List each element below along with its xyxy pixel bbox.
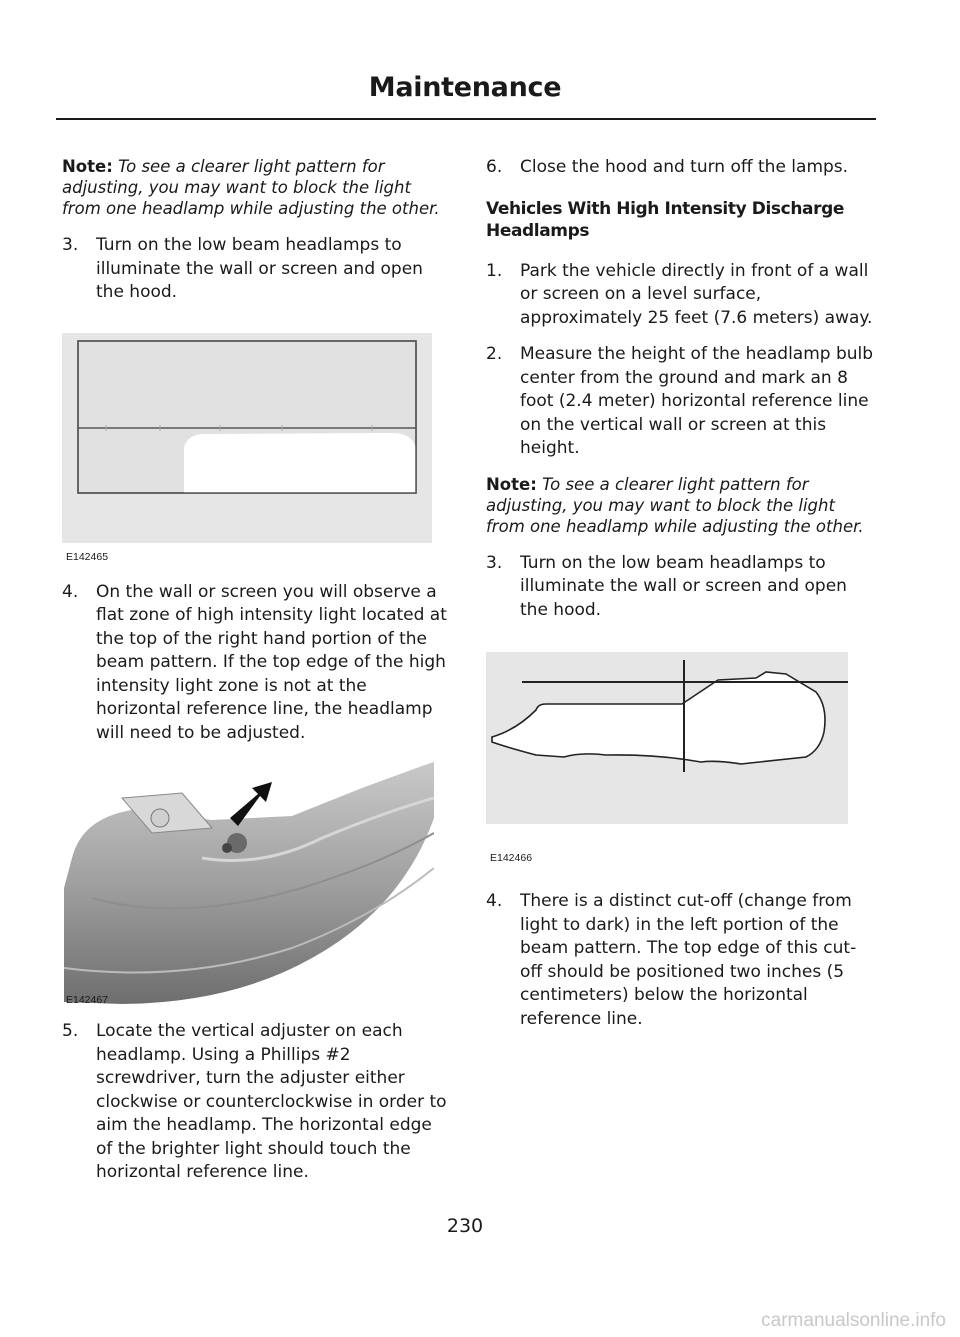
step-number: 3. (62, 235, 79, 255)
figure-beam-pattern-hid (486, 652, 876, 890)
hid-beam-pattern-illustration (486, 652, 848, 824)
headlamp-illustration (62, 758, 434, 1006)
watermark: carmanualsonline.info (761, 1310, 946, 1331)
step-text: Locate the vertical adjuster on each headlamp. Using a Phillips #2 screwdriver, turn the adjuster either clockwise or counterclockwise in order to aim the headlamp. The horizontal edge of the brighter light should touch the horizontal reference line. (96, 1021, 447, 1182)
note-text: To see a clearer light pattern for adjusting, you may want to block the light from one headlamp while adjusting the other. (486, 474, 864, 536)
step-text: Turn on the low beam headlamps to illuminate the wall or screen and open the hood. (96, 235, 423, 302)
step-number: 4. (486, 891, 503, 911)
right-column (486, 156, 876, 1044)
note-paragraph (486, 474, 876, 537)
step-item (486, 156, 876, 180)
note-paragraph (62, 156, 450, 219)
page-title: Maintenance (368, 72, 562, 103)
step-item (62, 581, 450, 746)
step-item (486, 343, 876, 461)
step-text: Measure the height of the headlamp bulb center from the ground and mark an 8 foot (2.4 meter) horizontal reference line on the vertical wall or screen at this height. (520, 344, 874, 458)
figure-headlamp-adjuster (62, 758, 450, 1020)
step-item (62, 1020, 450, 1185)
step-number: 2. (486, 344, 503, 364)
step-item (486, 890, 876, 1031)
step-text: Close the hood and turn off the lamps. (520, 157, 849, 177)
note-text: To see a clearer light pattern for adjusting, you may want to block the light from one headlamp while adjusting the other. (62, 157, 440, 218)
figure-code: E142467 (66, 994, 109, 1006)
step-text: On the wall or screen you will observe a flat zone of high intensity light located at the top of the right hand portion of the beam pattern. If the top edge of the high intensity light zone is not at the horizontal reference line, the headlamp will need to be adjusted. (96, 581, 447, 743)
figure-beam-pattern-low (62, 333, 450, 581)
note-label: Note: (62, 157, 113, 176)
step-item (62, 234, 450, 305)
step-text: There is a distinct cut-off (change from light to dark) in the left portion of the beam pattern. The top edge of this cut-off should be positioned two inches (5 centimeters) below the horizontal reference line. (520, 891, 857, 1029)
note-label: Note: (486, 474, 537, 494)
step-number: 3. (486, 552, 503, 573)
beam-pattern-illustration (62, 333, 432, 543)
step-item (486, 552, 876, 623)
page-number: 230 (446, 1215, 484, 1237)
step-text: Turn on the low beam headlamps to illuminate the wall or screen and open the hood. (520, 552, 847, 620)
header-divider (56, 118, 876, 120)
left-column (62, 156, 450, 1198)
step-number: 4. (62, 581, 79, 602)
figure-code: E142466 (490, 852, 533, 864)
step-number: 6. (486, 157, 503, 177)
step-item (486, 260, 876, 331)
step-text: Park the vehicle directly in front of a wall or screen on a level surface, approximately 25 feet (7.6 meters) away. (520, 260, 873, 328)
figure-code: E142465 (66, 550, 109, 563)
section-heading: Vehicles With High Intensity Discharge Headlamps (486, 198, 844, 241)
step-number: 1. (486, 260, 503, 281)
step-number: 5. (62, 1021, 79, 1041)
